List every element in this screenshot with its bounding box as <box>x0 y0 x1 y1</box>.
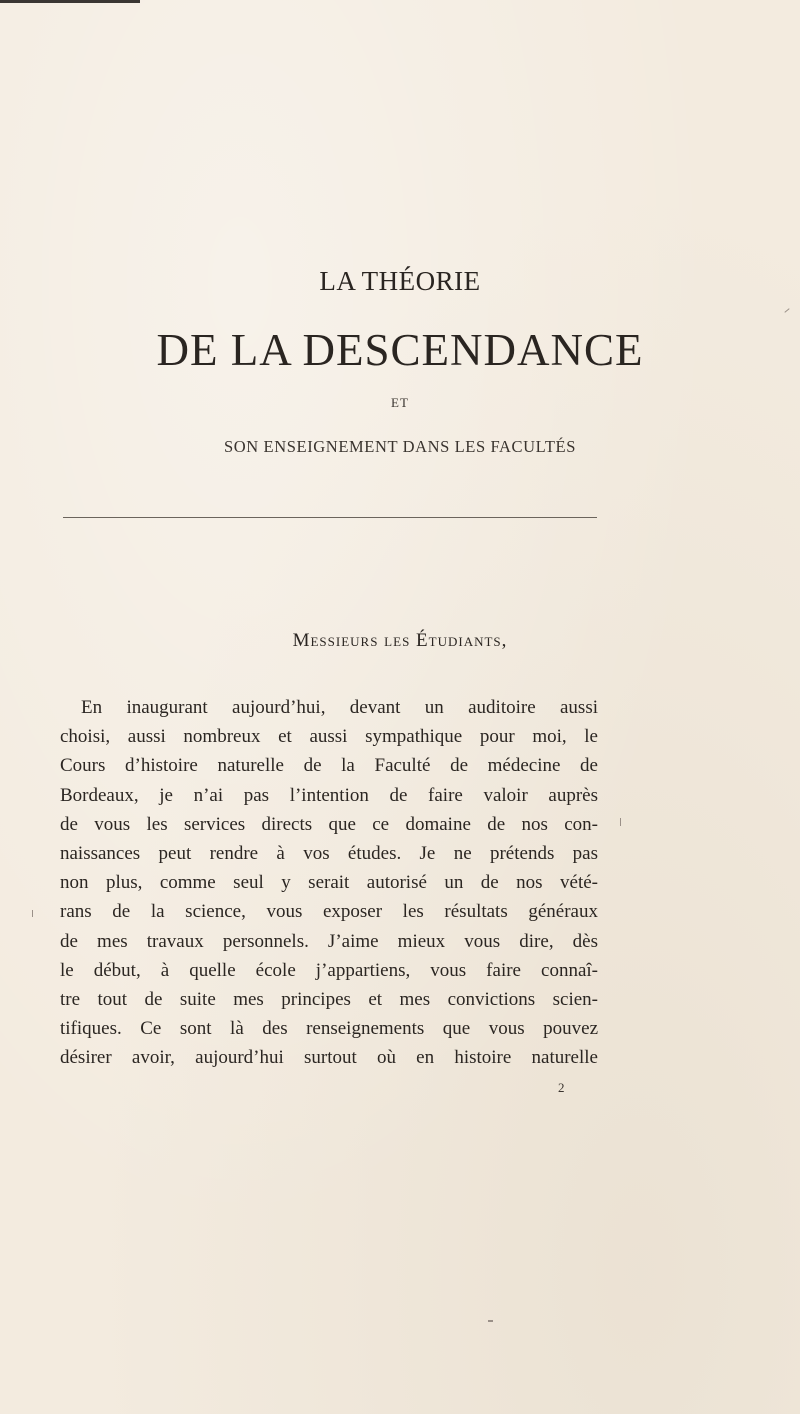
body-line: tre tout de suite mes principes et mes convictions scien- <box>60 989 598 1011</box>
title-conjunction: ET <box>391 395 409 410</box>
title-line-3: SON ENSEIGNEMENT DANS LES FACULTÉS <box>224 437 576 456</box>
separator-rule <box>63 517 597 518</box>
body-line: non plus, comme seul y serait autorisé un de nos vété- <box>60 872 598 894</box>
body-line: désirer avoir, aujourd’hui surtout où en histoire naturelle <box>60 1047 598 1069</box>
body-line: de mes travaux personnels. J’aime mieux vous dire, dès <box>60 930 598 952</box>
body-line: tifiques. Ce sont là des renseignements que vous pouvez <box>60 1018 598 1040</box>
body-line: rans de la science, vous exposer les résultats généraux <box>60 901 598 923</box>
body-line: le début, à quelle école j’appartiens, vous faire connaî- <box>60 959 598 981</box>
salutation: Messieurs les Étudiants, <box>292 630 508 651</box>
body-paragraph <box>60 693 598 1073</box>
page-speck <box>620 818 621 826</box>
page-speck <box>488 1320 493 1322</box>
page-speck <box>32 910 33 917</box>
body-line: En inaugurant aujourd’hui, devant un auditoire aussi <box>81 697 598 718</box>
body-line: Bordeaux, je n’ai pas l’intention de faire valoir auprès <box>60 784 598 806</box>
page-edge-mark <box>0 0 140 3</box>
body-line: naissances peut rendre à vos études. Je ne prétends pas <box>60 843 598 865</box>
title-line-1: LA THÉORIE <box>319 266 481 296</box>
body-line: choisi, aussi nombreux et aussi sympathique pour moi, le <box>60 726 598 748</box>
body-line: Cours d’histoire naturelle de la Faculté de médecine de <box>60 755 598 777</box>
title-line-2: DE LA DESCENDANCE <box>156 325 644 375</box>
signature-mark: 2 <box>558 1080 565 1095</box>
page-speck <box>784 308 789 313</box>
body-line: de vous les services directs que ce domaine de nos con- <box>60 813 598 835</box>
